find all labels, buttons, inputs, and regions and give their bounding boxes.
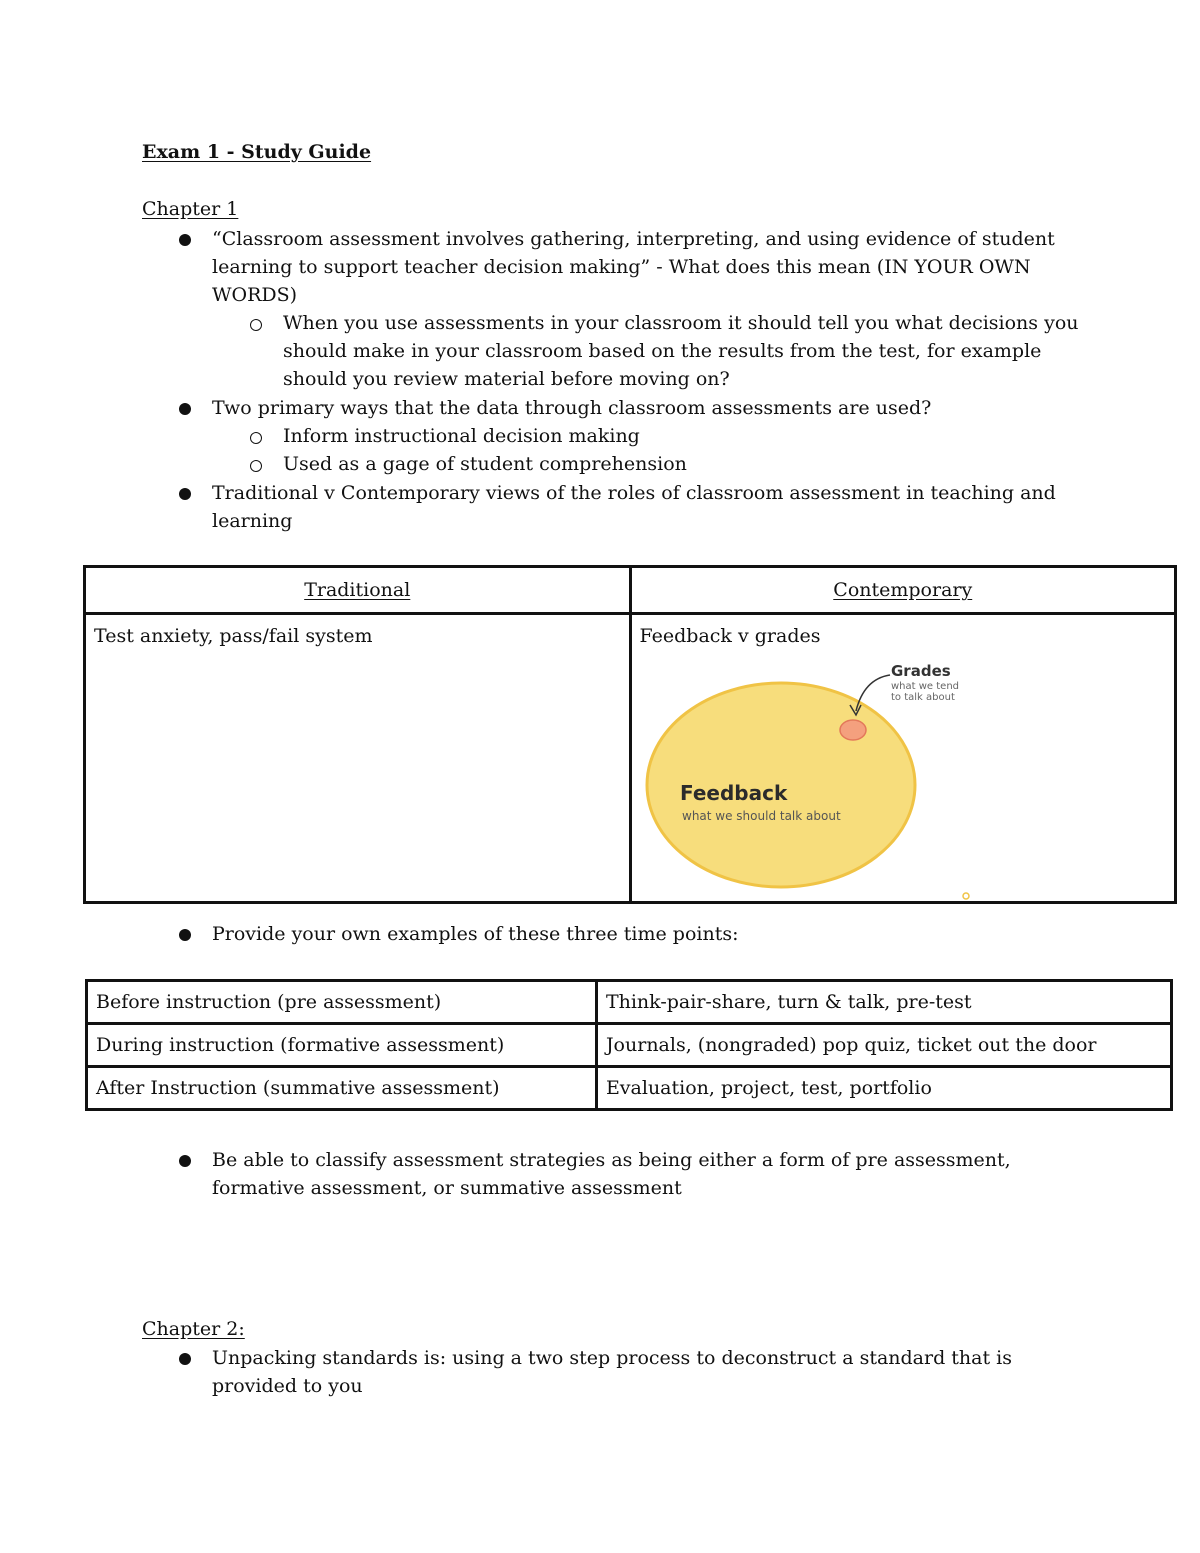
list-item	[212, 225, 1092, 309]
bullet-icon	[179, 1353, 191, 1365]
bullet-text: Unpacking standards is: using a two step process to deconstruct a standard that is provided to you	[212, 1347, 1012, 1397]
sub-list-item	[283, 422, 1083, 450]
bullet-icon	[179, 929, 191, 941]
list-item	[212, 479, 1092, 535]
grades-circle	[840, 720, 866, 740]
grades-caption-1: what we tend	[890, 681, 959, 692]
contemporary-text: Feedback v grades	[639, 625, 821, 647]
bullet-text: Provide your own examples of these three time points:	[212, 923, 739, 945]
contemporary-cell	[630, 614, 1176, 903]
grades-caption-2: to talk about	[890, 692, 955, 703]
feedback-label: Feedback	[679, 781, 787, 805]
chapter2-heading: Chapter 2:	[142, 1318, 245, 1340]
table-cell: During instruction (formative assessment)	[87, 1024, 597, 1067]
table-cell: Before instruction (pre assessment)	[87, 981, 597, 1024]
table-header-contemporary: Contemporary	[630, 567, 1176, 614]
views-table	[83, 565, 1177, 904]
bullet-text: Traditional v Contemporary views of the roles of classroom assessment in teaching and learning	[212, 482, 1056, 532]
bullet-icon	[179, 403, 191, 415]
sub-bullet-text: Inform instructional decision making	[283, 425, 640, 447]
feedback-caption: what we should talk about	[681, 809, 841, 823]
table-cell: After Instruction (summative assessment)	[87, 1067, 597, 1110]
list-item	[212, 1344, 1092, 1400]
feedback-grades-figure	[644, 649, 1004, 909]
sub-list-item	[283, 309, 1083, 393]
chapter1-heading: Chapter 1	[142, 198, 239, 220]
bullet-icon	[179, 234, 191, 246]
table-header-traditional: Traditional	[85, 567, 631, 614]
table-cell: Think-pair-share, turn & talk, pre-test	[596, 981, 1171, 1024]
traditional-cell: Test anxiety, pass/fail system	[85, 614, 631, 903]
time-points-table	[85, 979, 1173, 1111]
bullet-text: Be able to classify assessment strategies as being either a form of pre assessment, formative assessment, or summative assessment	[212, 1149, 1011, 1199]
sub-bullet-text: When you use assessments in your classroom it should tell you what decisions you should make in your classroom based on the results from the test, for example should you review material before moving on?	[283, 312, 1079, 390]
bullet-text: Two primary ways that the data through classroom assessments are used?	[212, 397, 932, 419]
grades-label: Grades	[890, 662, 951, 680]
sub-bullet-text: Used as a gage of student comprehension	[283, 453, 687, 475]
bullet-icon	[179, 1155, 191, 1167]
hollow-bullet-icon	[250, 319, 262, 331]
table-row	[87, 1067, 1172, 1110]
sub-list-item	[283, 450, 1083, 478]
table-cell: Evaluation, project, test, portfolio	[596, 1067, 1171, 1110]
table-row	[87, 981, 1172, 1024]
list-item	[212, 1146, 1092, 1202]
list-item	[212, 394, 1092, 422]
hollow-bullet-icon	[250, 432, 262, 444]
hollow-bullet-icon	[250, 460, 262, 472]
list-item	[212, 920, 1092, 948]
small-ring-icon	[963, 893, 969, 899]
page-title: Exam 1 - Study Guide	[142, 141, 372, 163]
table-row	[87, 1024, 1172, 1067]
bullet-icon	[179, 488, 191, 500]
table-cell: Journals, (nongraded) pop quiz, ticket out the door	[596, 1024, 1171, 1067]
bullet-text: “Classroom assessment involves gathering, interpreting, and using evidence of student learning to support teacher decision making” - What does this mean (IN YOUR OWN WORDS)	[212, 228, 1055, 306]
